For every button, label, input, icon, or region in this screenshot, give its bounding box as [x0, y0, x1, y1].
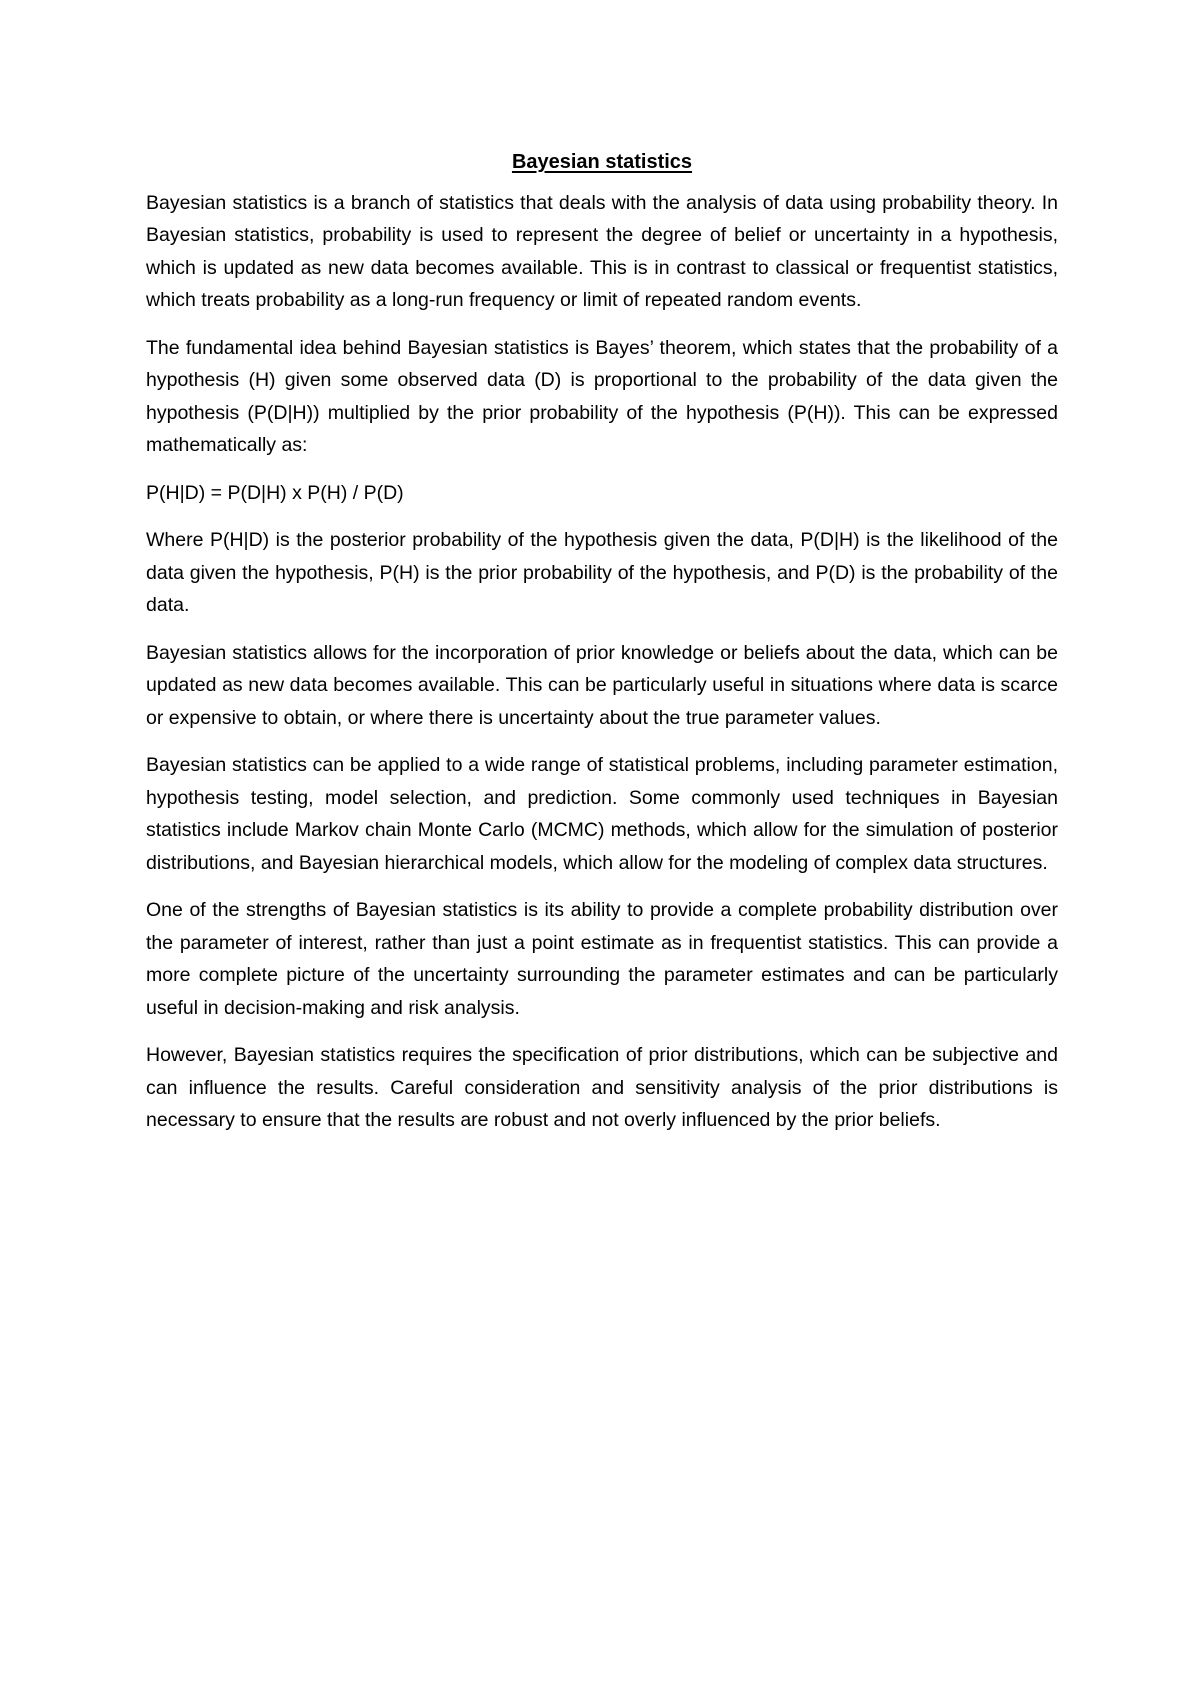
paragraph-formula-explanation: Where P(H|D) is the posterior probability of the hypothesis given the data, P(D|H) is the likelihood of the data given the hypothesis, P(H) is the prior probability of the hypothesis, and P(D) is the probability of the data.: [146, 529, 1058, 616]
document-title: Bayesian statistics: [511, 151, 693, 173]
paragraph-limitations: However, Bayesian statistics requires the specification of prior distributions, which can be subjective and can influence the results. Careful consideration and sensitivity analysis of the prior distributions is necessary to ensure that the results are robust and not overly influenced by the prior beliefs.: [146, 1044, 1058, 1131]
paragraph-prior-knowledge: Bayesian statistics allows for the incorporation of prior knowledge or beliefs about the data, which can be updated as new data becomes available. This can be particularly useful in situations where data is scarce or expensive to obtain, or where there is uncertainty about the true parameter values.: [146, 641, 1058, 729]
paragraph-bayes-theorem: The fundamental idea behind Bayesian statistics is Bayes’ theorem, which states that the probability of a hypothesis (H) given some observed data (D) is proportional to the probability of the data given the hypothesis (P(D|H)) multiplied by the prior probability of the hypothesis (P(H)). This can be expressed mathematically as:: [146, 336, 1058, 456]
document-body: [146, 146, 1058, 1152]
bayes-formula: P(H|D) = P(D|H) x P(H) / P(D): [146, 481, 404, 504]
paragraph-applications: Bayesian statistics can be applied to a wide range of statistical problems, including parameter estimation, hypothesis testing, model selection, and prediction. Some commonly used techniques in Bayesian statistics include Markov chain Monte Carlo (MCMC) methods, which allow for the simulation of posterior distributions, and Bayesian hierarchical models, which allow for the modeling of complex data structures.: [146, 754, 1058, 874]
paragraph-strengths: One of the strengths of Bayesian statistics is its ability to provide a complete probability distribution over the parameter of interest, rather than just a point estimate as in frequentist statistics. This can provide a more complete picture of the uncertainty surrounding the parameter estimates and can be particularly useful in decision-making and risk analysis.: [146, 899, 1058, 1019]
paragraph-intro: Bayesian statistics is a branch of statistics that deals with the analysis of data using probability theory. In Bayesian statistics, probability is used to represent the degree of belief or uncertainty in a hypothesis, which is updated as new data becomes available. This is in contrast to classical or frequentist statistics, which treats probability as a long-run frequency or limit of repeated random events.: [146, 191, 1058, 311]
